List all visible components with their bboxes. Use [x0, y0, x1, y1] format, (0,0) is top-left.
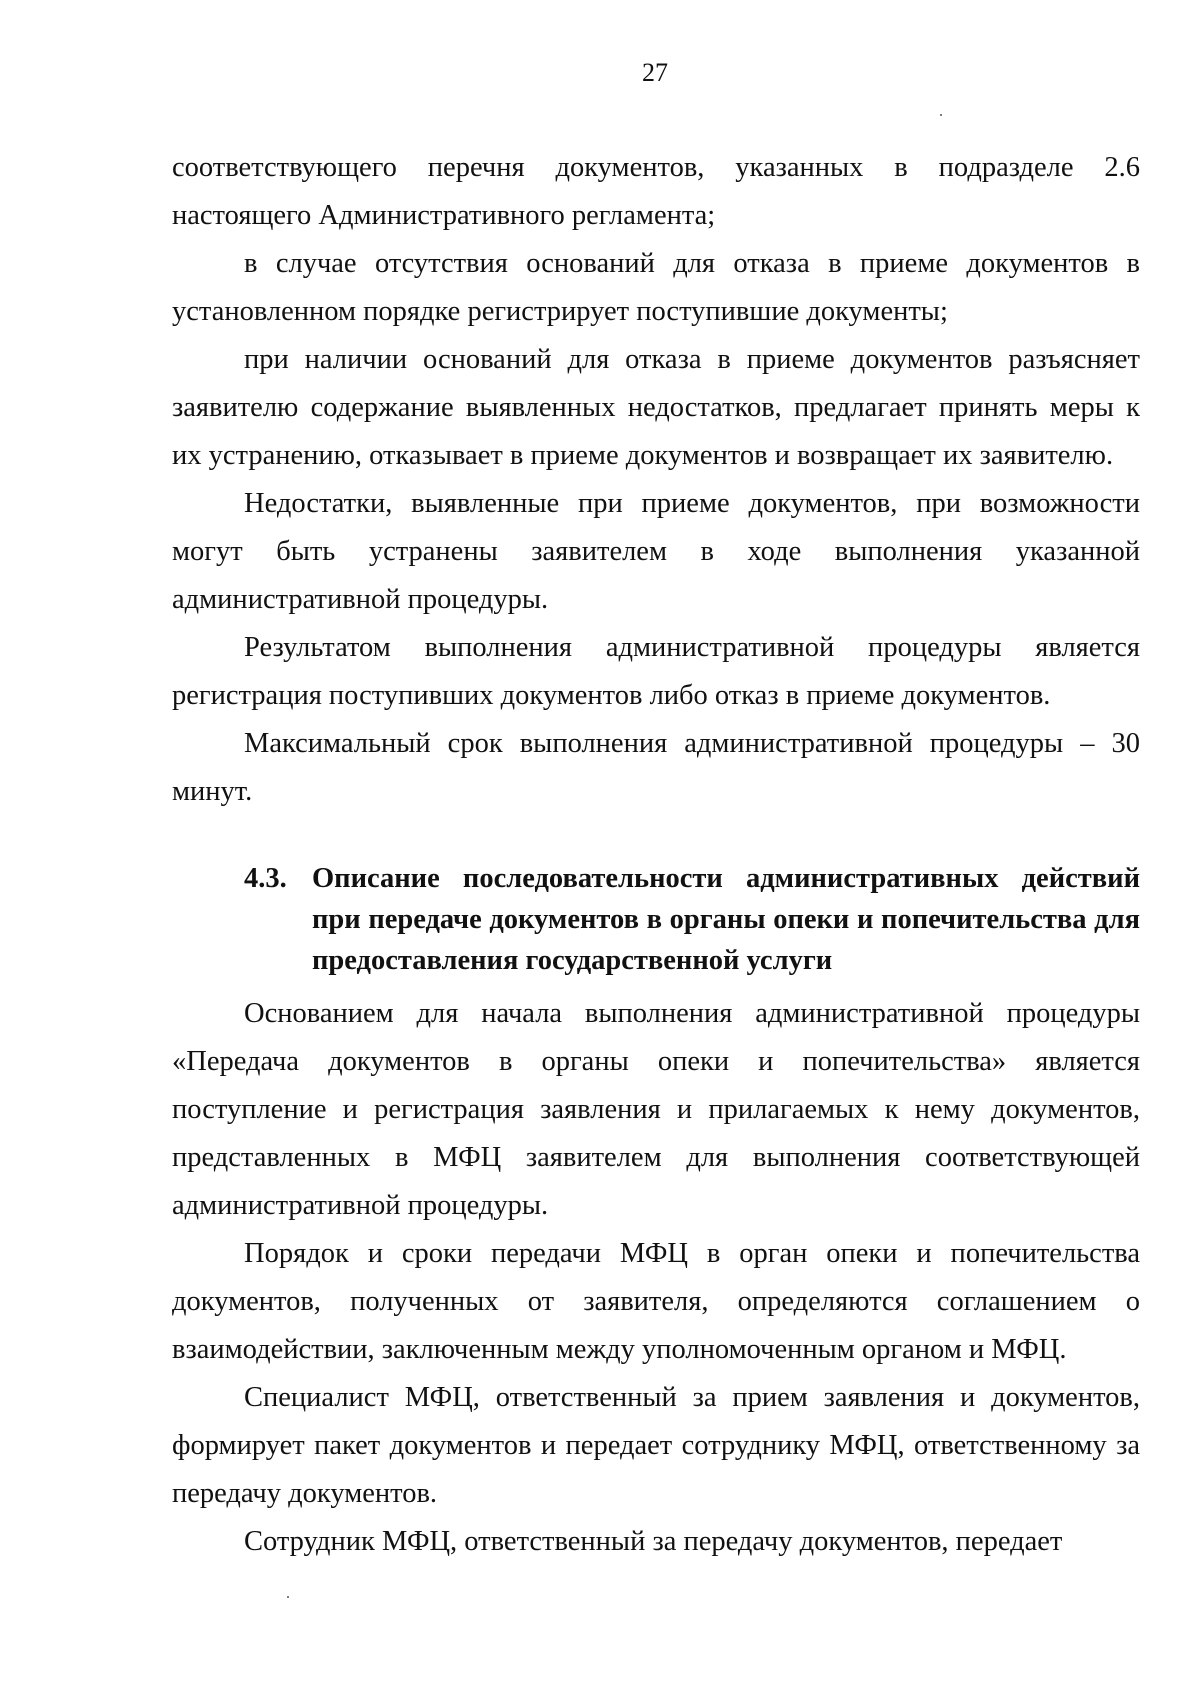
- section-number: 4.3.: [244, 863, 287, 894]
- scan-speck: [940, 114, 942, 116]
- scan-speck: [287, 1596, 289, 1598]
- body-text-top: [172, 144, 1140, 816]
- paragraph: Порядок и сроки передачи МФЦ в орган опеки и попечительства документов, полученных от заявителя, определяются соглашением о взаимодействии, заключенным между уполномоченным органом и МФЦ.: [172, 1238, 1140, 1365]
- paragraph: Специалист МФЦ, ответственный за прием заявления и документов, формирует пакет документов и передает сотруднику МФЦ, ответственному за передачу документов.: [172, 1382, 1140, 1509]
- paragraph: Сотрудник МФЦ, ответственный за передачу документов, передает: [244, 1526, 1063, 1557]
- section-title: Описание последовательности административных действий при передаче документов в органы опеки и попечительства для предоставления государственной услуги: [312, 863, 1140, 976]
- paragraph: при наличии оснований для отказа в приеме документов разъясняет заявителю содержание выявленных недостатков, предлагает принять меры к их устранению, отказывает в приеме документов и возвращает их заявителю.: [172, 344, 1140, 471]
- paragraph: в случае отсутствия оснований для отказа в приеме документов в установленном порядке регистрирует поступившие документы;: [172, 248, 1140, 327]
- paragraph: Максимальный срок выполнения административной процедуры – 30 минут.: [172, 728, 1140, 807]
- page-number: 27: [642, 58, 668, 87]
- paragraph: соответствующего перечня документов, указанных в подразделе 2.6 настоящего Административного регламента;: [172, 152, 1140, 231]
- paragraph: Результатом выполнения административной процедуры является регистрация поступивших документов либо отказ в приеме документов.: [172, 632, 1140, 711]
- body-text-bottom: [172, 990, 1140, 1566]
- paragraph: Недостатки, выявленные при приеме документов, при возможности могут быть устранены заявителем в ходе выполнения указанной административной процедуры.: [172, 488, 1140, 615]
- paragraph: Основанием для начала выполнения административной процедуры «Передача документов в органы опеки и попечительства» является поступление и регистрация заявления и прилагаемых к нему документов, представленных в МФЦ заявителем для выполнения соответствующей административной процедуры.: [172, 998, 1140, 1221]
- section-heading: [172, 858, 1140, 981]
